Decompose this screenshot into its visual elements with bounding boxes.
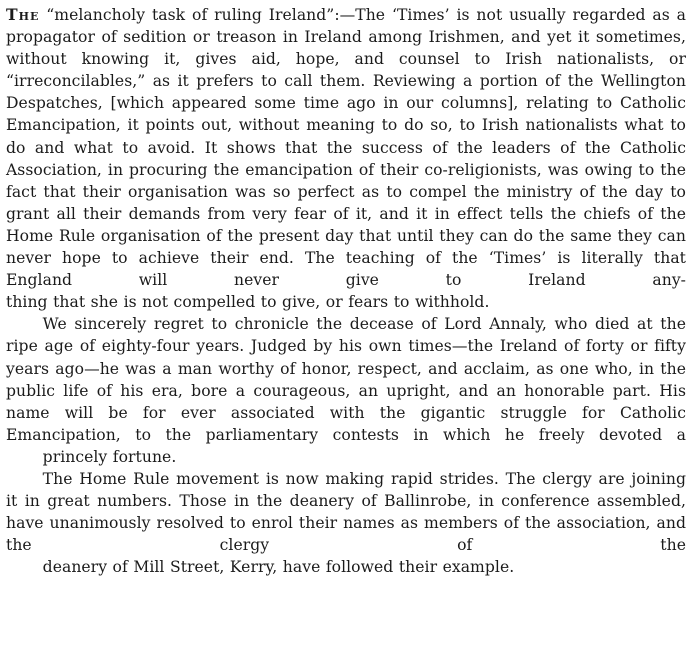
paragraph-last-line: thing that she is not compelled to give, or fears to withhold.	[6, 293, 490, 312]
newspaper-column	[6, 4, 686, 578]
paragraph-last-line: deanery of Mill Street, Kerry, have followed their example.	[42, 558, 515, 577]
paragraph-times-ruling-ireland	[6, 4, 686, 313]
paragraph-home-rule-movement	[6, 468, 686, 578]
paragraph-body: The Home Rule movement is now making rapid strides. The clergy are joining it in great numbers. Those in the deanery of Ballinrobe, in conference assembled, have unanimously resolved to enrol their names as members of the association, and the clergy of the	[6, 469, 686, 555]
paragraph-lead-word: The	[6, 5, 40, 24]
paragraph-body: We sincerely regret to chronicle the decease of Lord Annaly, who died at the ripe age of eighty-four years. Judged by his own times—the Ireland of forty or fifty years ago—he was a man worthy of honor, respect, and acclaim, as one who, in the public life of his era, bore a courageous, an upright, and an honorable part. His name will be for ever associated with the gigantic struggle for Catholic Emancipation, to the parliamentary contests in which he freely devoted a	[6, 315, 686, 444]
paragraph-last-line: princely fortune.	[42, 447, 177, 466]
paragraph-body: “melancholy task of ruling Ireland”:—The ‘Times’ is not usually regarded as a propagator of sedition or treason in Ireland among Irishmen, and yet it sometimes, without knowing it, gives aid, hope, and counsel to Irish nationalists, or “irreconcilables,” as it prefers to call them. Reviewing a portion of the Wellington Despatches, [which appeared some time ago in our columns], relating to Catholic Emancipation, it points out, without meaning to do so, to Irish nationalists what to do and what to avoid. It shows that the success of the leaders of the Catholic Association, in procuring the emancipation of their co-religionists, was owing to the fact that their organisation was so perfect as to compel the ministry of the day to grant all their demands from very fear of it, and it in effect tells the chiefs of the Home Rule organisation of the present day that until they can do the same they can never hope to achieve their end. The teaching of the ‘Times’ is literally that England will never give to Ireland any-	[6, 6, 686, 290]
paragraph-lord-annaly	[6, 313, 686, 468]
